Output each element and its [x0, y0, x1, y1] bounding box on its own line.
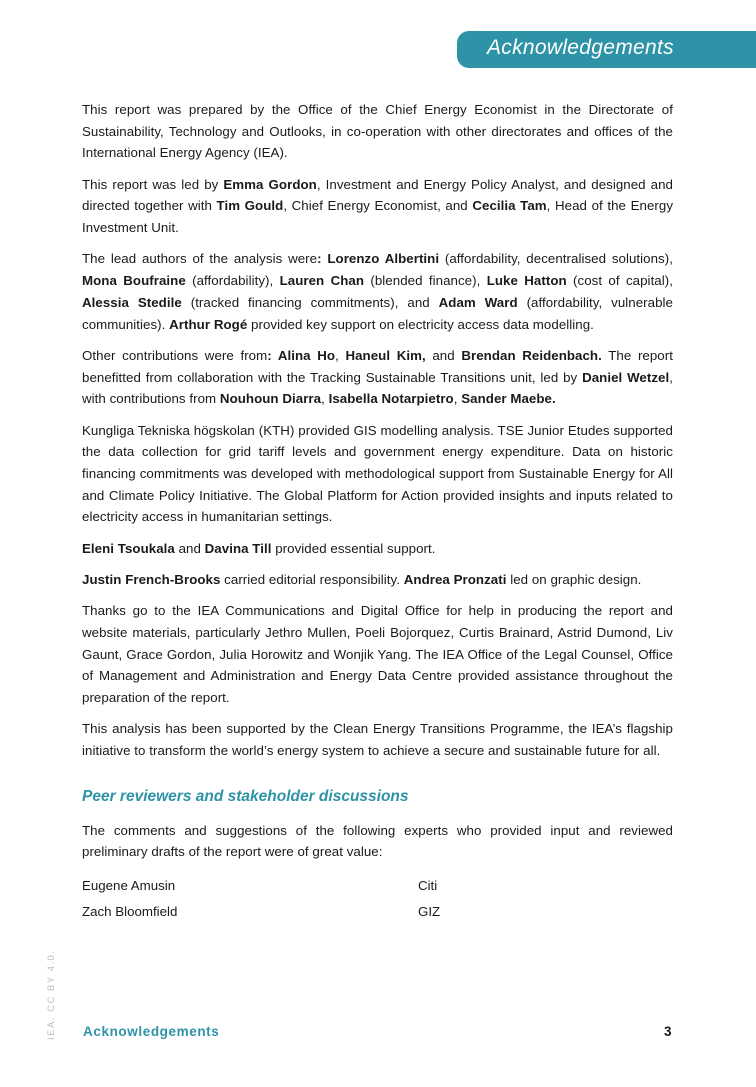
paragraph-text: , Chief Energy Economist, and	[283, 198, 473, 214]
contributor-name: Emma Gordon	[223, 176, 317, 192]
contributor-name: Nouhoun Diarra	[219, 391, 322, 407]
reviewer-name: Eugene Amusin	[82, 877, 176, 893]
paragraph-text: (affordability, decentralised solutions),	[439, 251, 673, 267]
paragraph-text: Kungliga Tekniska högskolan (KTH) provided GIS modelling analysis. TSE Junior Etudes supported the data collection for grid tariff levels and government energy expenditure. Data on historic financing commitments was developed with methodological support from Sustainable Energy for All and Climate Policy Initiative. The Global Platform for Action provided insights and inputs related to electricity access in humanitarian settings.	[82, 422, 673, 525]
header-section-tab	[457, 31, 756, 68]
paragraph-text: provided essential support.	[271, 540, 436, 556]
paragraph-text: This report was prepared by the Office of the Chief Energy Economist in the Directorate of Sustainability, Technology and Outlooks, in co-operation with other directorates and offices of the International Energy Agency (IEA).	[82, 102, 673, 161]
paragraph-text: provided key support on electricity access data modelling.	[247, 316, 594, 332]
acknowledgement-paragraphs	[82, 99, 673, 762]
footer-section-title: Acknowledgements	[83, 1024, 220, 1039]
paragraph-text: This report was led by	[82, 176, 224, 192]
paragraph	[82, 538, 673, 560]
paragraph	[82, 600, 673, 709]
contributor-name: Alessia Stedile	[82, 294, 182, 310]
contributor-name: Haneul Kim,	[345, 347, 426, 363]
paragraph-text: ,	[453, 391, 462, 407]
contributor-name: : Alina Ho	[267, 347, 336, 363]
reviewer-organisation: GIZ	[418, 903, 441, 919]
paragraph-text: The report benefitted from collaboration with the Tracking Sustainable Transitions unit, led by	[82, 347, 673, 385]
paragraph	[82, 174, 673, 239]
paragraph-text: ,	[321, 391, 329, 407]
paragraph	[82, 99, 673, 164]
reviewer-organisation: Citi	[418, 877, 438, 893]
contributor-name: Tim Gould	[216, 198, 284, 214]
reviewer-row	[82, 899, 673, 925]
paragraph-text: and	[174, 540, 205, 556]
contributor-name: Arthur Rogé	[169, 316, 248, 332]
paragraph-text: , with contributions from	[82, 369, 673, 407]
paragraph-text: This analysis has been supported by the Clean Energy Transitions Programme, the IEA’s flagship initiative to transform the world’s energy system to achieve a secure and sustainable future for all.	[82, 721, 673, 759]
paragraph	[82, 569, 673, 591]
contributor-name: Brendan Reidenbach.	[461, 347, 602, 363]
paragraph-text: carried editorial responsibility.	[220, 571, 404, 587]
paragraph-text: (affordability, vulnerable communities).	[82, 294, 673, 332]
paragraph	[82, 420, 673, 529]
contributor-name: Sander Maebe.	[461, 391, 556, 407]
contributor-name: Luke Hatton	[486, 273, 567, 289]
contributor-name: Davina Till	[204, 540, 272, 556]
paragraph-text: (cost of capital),	[566, 273, 673, 289]
peer-reviewers-intro: The comments and suggestions of the following experts who provided input and reviewed preliminary drafts of the report were of great value:	[82, 822, 673, 860]
contributor-name: Isabella Notarpietro	[328, 391, 454, 407]
paragraph-text: The lead authors of the analysis were	[82, 251, 318, 267]
peer-reviewers-heading: Peer reviewers and stakeholder discussions	[82, 787, 409, 805]
paragraph	[82, 718, 673, 761]
contributor-name: : Lorenzo Albertini	[317, 251, 440, 267]
contributor-name: Justin French-Brooks	[82, 571, 221, 587]
paragraph	[82, 345, 673, 410]
paragraph	[82, 248, 673, 335]
page-number: 3	[664, 1024, 672, 1039]
paragraph-text: Other contributions were from	[82, 347, 268, 363]
paragraph-text: ,	[335, 347, 346, 363]
paragraph-text: (affordability),	[185, 273, 280, 289]
contributor-name: Adam Ward	[438, 294, 518, 310]
contributor-name: Mona Boufraine	[82, 273, 186, 289]
contributor-name: Cecilia Tam	[472, 198, 547, 214]
paragraph-text: Thanks go to the IEA Communications and Digital Office for help in producing the report and website materials, particularly Jethro Mullen, Poeli Bojorquez, Curtis Brainard, Astrid Dumond, Liv Gaunt, Grace Gordon, Julia Horowitz and Wonjik Yang. The IEA Office of the Legal Counsel, Office of Management and Administration and Energy Data Centre provided assistance throughout the preparation of the report.	[82, 603, 673, 706]
contributor-name: Eleni Tsoukala	[82, 540, 175, 556]
paragraph-text: , Investment and Energy Policy Analyst, and designed and directed together with	[82, 176, 673, 214]
contributor-name: Andrea Pronzati	[403, 571, 507, 587]
paragraph-text: and	[425, 347, 462, 363]
document-body	[82, 99, 673, 925]
paragraph-text: led on graphic design.	[506, 571, 642, 587]
contributor-name: Daniel Wetzel	[582, 369, 670, 385]
reviewer-row	[82, 873, 673, 899]
reviewer-name: Zach Bloomfield	[82, 903, 178, 919]
reviewer-list	[82, 873, 673, 925]
paragraph-text: (blended finance),	[364, 273, 487, 289]
contributor-name: Lauren Chan	[279, 273, 365, 289]
paragraph-text: , Head of the Energy Investment Unit.	[82, 198, 674, 236]
header-title: Acknowledgements	[487, 36, 674, 59]
paragraph-text: (tracked financing commitments), and	[181, 294, 439, 310]
license-notice: IEA. CC BY 4.0.	[46, 949, 57, 1040]
